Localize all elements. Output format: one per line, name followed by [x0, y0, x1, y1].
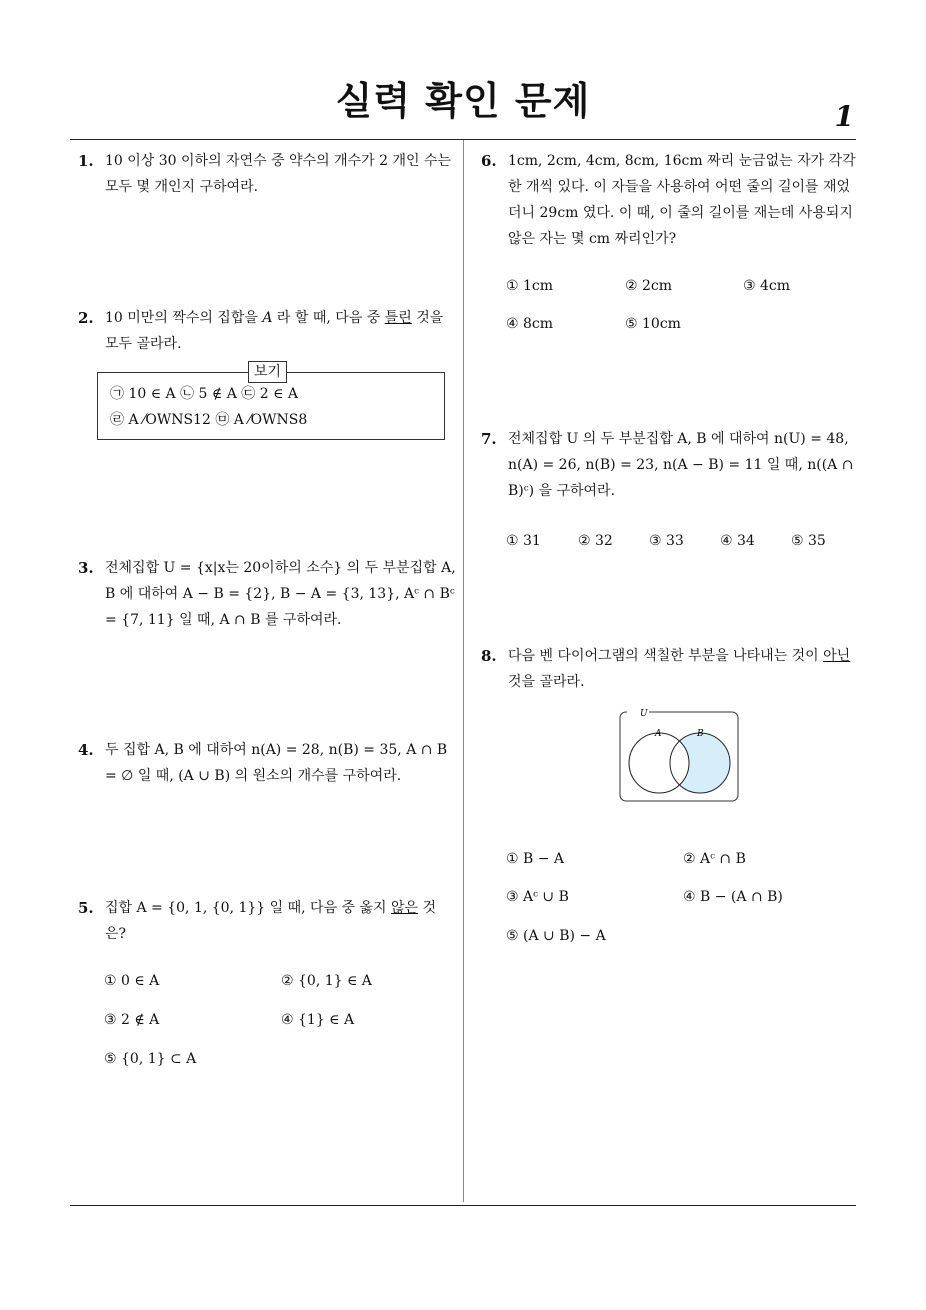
universe-label: U	[640, 709, 648, 719]
option-3[interactable]: ③ 2 ∉ A	[104, 1012, 160, 1028]
stem-emphasis: 아닌	[823, 648, 851, 664]
bogi-box	[97, 364, 445, 440]
stem-part: 것을 골라라.	[508, 674, 585, 690]
option-4[interactable]: ④ B − (A ∩ B)	[683, 889, 783, 905]
question-stem: 1cm, 2cm, 4cm, 8cm, 16cm 짜리 눈금없는 자가 각각 한 개씩 있다. 이 자들을 사용하여 어떤 줄의 길이를 재었더니 29cm 였다. 이 때, 이 줄의 길이를 재는데 사용되지 않은 자는 몇 cm 짜리인가?	[508, 153, 856, 247]
stem-part: 것을 모두 골라라.	[105, 310, 444, 352]
option-5[interactable]: ⑤ 35	[791, 533, 826, 549]
question-7	[481, 426, 859, 504]
option-1[interactable]: ① B − A	[506, 851, 565, 867]
stem-emphasis: 틀린	[384, 310, 412, 326]
stem-part: 라 할 때, 다음 중	[272, 310, 385, 326]
option-2[interactable]: ② 32	[578, 533, 613, 549]
bottom-rule	[70, 1205, 856, 1206]
question-2	[78, 305, 456, 357]
option-3[interactable]: ③ 33	[649, 533, 684, 549]
question-stem	[78, 305, 456, 357]
question-1	[78, 148, 456, 200]
option-3[interactable]: ③ Aᶜ ∪ B	[506, 889, 569, 905]
question-number: 6.	[481, 152, 497, 170]
stem-part: 10 미만의 짝수의 집합을	[105, 310, 263, 326]
option-1[interactable]: ① 31	[506, 533, 541, 549]
question-5	[78, 895, 456, 947]
question-8	[481, 643, 859, 695]
option-1[interactable]: ① 0 ∈ A	[104, 973, 160, 989]
option-4[interactable]: ④ 34	[720, 533, 755, 549]
stem-part: 것은?	[105, 900, 437, 942]
option-4[interactable]: ④ {1} ∈ A	[281, 1012, 355, 1028]
venn-diagram	[619, 706, 741, 804]
question-number: 7.	[481, 430, 497, 448]
question-stem	[481, 643, 859, 695]
set-b-label: B	[697, 729, 704, 739]
option-5[interactable]: ⑤ {0, 1} ⊂ A	[104, 1051, 197, 1067]
question-number: 3.	[78, 559, 94, 577]
option-1[interactable]: ① 1cm	[506, 278, 554, 294]
question-stem	[78, 895, 456, 947]
bogi-line: ㉠ 10 ∈ A ㉡ 5 ∉ A ㉢ 2 ∈ A	[110, 386, 299, 402]
option-4[interactable]: ④ 8cm	[506, 316, 554, 332]
option-2[interactable]: ② Aᶜ ∩ B	[683, 851, 746, 867]
bogi-line: ㉣ A ⁄OWNS12 ㉤ A ⁄OWNS8	[110, 412, 308, 428]
page-title: 실력 확인 문제	[335, 79, 591, 123]
option-2[interactable]: ② 2cm	[625, 278, 673, 294]
question-stem: 전체집합 U = {x|x는 20이하의 소수} 의 두 부분집합 A, B 에 대하여 A − B = {2}, B − A = {3, 13}, Aᶜ ∩ Bᶜ = {7, 11} 일 때, A ∩ B 를 구하여라.	[105, 560, 456, 628]
question-3	[78, 555, 456, 633]
question-number: 8.	[481, 647, 497, 665]
question-stem: 10 이상 30 이하의 자연수 중 약수의 개수가 2 개인 수는 모두 몇 개인지 구하여라.	[105, 153, 451, 195]
stem-emphasis: 않은	[391, 900, 419, 916]
stem-part: 다음 벤 다이어그램의 색칠한 부분을 나타내는 것이	[508, 648, 824, 664]
option-5[interactable]: ⑤ (A ∪ B) − A	[506, 928, 606, 944]
question-stem: 전체집합 U 의 두 부분집합 A, B 에 대하여 n(U) = 48, n(A) = 26, n(B) = 23, n(A − B) = 11 일 때, n((A ∩ B)ᶜ) 을 구하여라.	[508, 431, 854, 499]
question-6	[481, 148, 859, 252]
column-separator	[463, 140, 464, 1202]
option-3[interactable]: ③ 4cm	[743, 278, 791, 294]
set-a-label: A	[655, 729, 662, 739]
question-number: 4.	[78, 741, 94, 759]
option-5[interactable]: ⑤ 10cm	[625, 316, 681, 332]
question-number: 5.	[78, 899, 94, 917]
question-number: 2.	[78, 309, 94, 327]
option-2[interactable]: ② {0, 1} ∈ A	[281, 973, 372, 989]
page-number: 1	[834, 100, 854, 133]
question-stem: 두 집합 A, B 에 대하여 n(A) = 28, n(B) = 35, A ∩ B = ∅ 일 때, (A ∪ B) 의 원소의 개수를 구하여라.	[105, 742, 448, 784]
bogi-label: 보기	[248, 361, 287, 383]
stem-math: A	[262, 310, 273, 326]
question-4	[78, 737, 456, 789]
question-number: 1.	[78, 152, 94, 170]
stem-part: 집합 A = {0, 1, {0, 1}} 일 때, 다음 중 옳지	[105, 900, 392, 916]
